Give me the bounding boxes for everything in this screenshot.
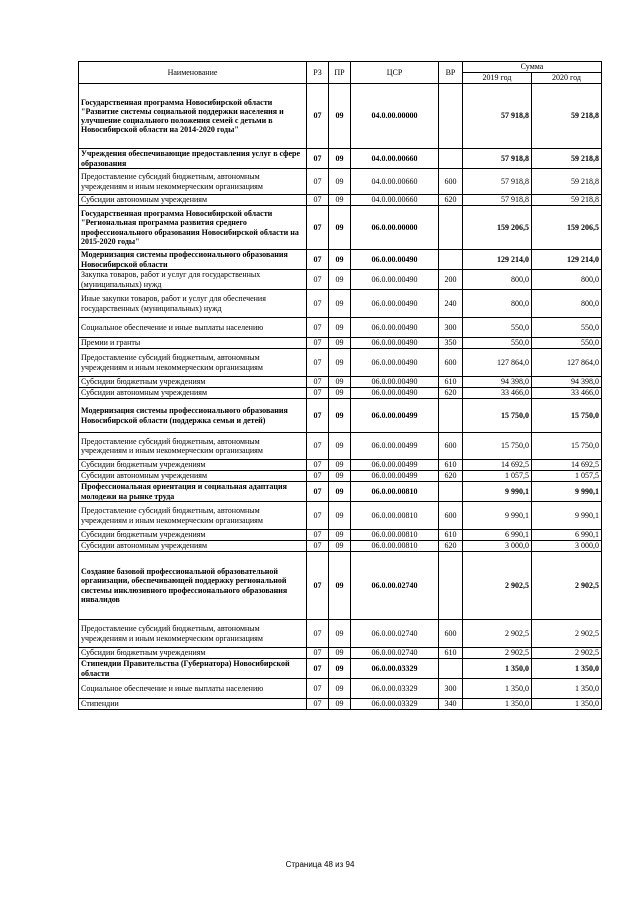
cell-name: Модернизация системы профессионального образования Новосибирской области (поддержка семьи и детей) [79,399,307,433]
cell-2020: 800,0 [532,290,602,318]
cell-vr [439,149,463,169]
table-row [79,290,602,318]
cell-2020: 550,0 [532,338,602,349]
cell-csr: 04.0.00.00660 [351,169,439,195]
cell-vr: 610 [439,530,463,541]
cell-vr [439,552,463,620]
cell-pr: 09 [329,552,351,620]
table-row [79,482,602,502]
cell-vr: 600 [439,169,463,195]
table-row [79,648,602,659]
cell-vr: 600 [439,620,463,648]
page-footer: Страница 48 из 94 [285,860,355,869]
cell-name: Создание базовой профессиональной образовательной организации, обеспечивающей поддержку региональной системы инклюзивного профессионального образования инвалидов [79,552,307,620]
cell-2019: 33 466,0 [463,388,532,399]
cell-name: Субсидии бюджетным учреждениям [79,530,307,541]
cell-2019: 159 206,5 [463,206,532,250]
cell-2019: 57 918,8 [463,149,532,169]
cell-csr: 06.0.00.00490 [351,377,439,388]
cell-pr: 09 [329,149,351,169]
cell-csr: 04.0.00.00000 [351,84,439,149]
cell-pr: 09 [329,699,351,710]
cell-2019: 800,0 [463,290,532,318]
cell-2019: 800,0 [463,270,532,290]
table-row [79,388,602,399]
cell-2019: 14 692,5 [463,460,532,471]
cell-name: Социальное обеспечение и иные выплаты населению [79,318,307,338]
cell-rz: 07 [307,349,329,377]
cell-vr: 610 [439,648,463,659]
cell-2020: 59 218,8 [532,169,602,195]
cell-pr: 09 [329,250,351,270]
cell-pr: 09 [329,460,351,471]
cell-rz: 07 [307,250,329,270]
header-vr: ВР [439,62,463,84]
cell-name: Государственная программа Новосибирской области "Развитие системы социальной поддержки населения и улучшение социального положения семей с детьми в Новосибирской области на 2014-2020 годы" [79,84,307,149]
cell-vr: 300 [439,318,463,338]
cell-csr: 06.0.00.00000 [351,206,439,250]
cell-rz: 07 [307,169,329,195]
table-row [79,169,602,195]
cell-vr [439,482,463,502]
table-row [79,399,602,433]
cell-2019: 9 990,1 [463,502,532,530]
cell-rz: 07 [307,377,329,388]
cell-pr: 09 [329,620,351,648]
table-row [79,318,602,338]
table-row [79,620,602,648]
cell-name: Субсидии автономным учреждениям [79,388,307,399]
cell-vr: 610 [439,460,463,471]
cell-2020: 1 057,5 [532,471,602,482]
table-body [79,84,602,710]
cell-rz: 07 [307,648,329,659]
cell-2020: 33 466,0 [532,388,602,399]
cell-name: Модернизация системы профессионального образования Новосибирской области [79,250,307,270]
cell-vr: 620 [439,388,463,399]
cell-name: Стипендии [79,699,307,710]
cell-vr: 300 [439,679,463,699]
cell-name: Государственная программа Новосибирской области "Региональная программа развития среднего профессионального образования Новосибирской области на 2015-2020 годы" [79,206,307,250]
cell-2020: 9 990,1 [532,482,602,502]
cell-pr: 09 [329,169,351,195]
cell-vr: 340 [439,699,463,710]
cell-pr: 09 [329,388,351,399]
cell-2019: 6 990,1 [463,530,532,541]
cell-rz: 07 [307,541,329,552]
cell-2019: 57 918,8 [463,169,532,195]
header-pr: ПР [329,62,351,84]
cell-csr: 06.0.00.00490 [351,338,439,349]
cell-pr: 09 [329,502,351,530]
table-row [79,149,602,169]
cell-2019: 15 750,0 [463,399,532,433]
cell-rz: 07 [307,659,329,679]
table-row [79,659,602,679]
cell-2019: 2 902,5 [463,620,532,648]
cell-2020: 59 218,8 [532,195,602,206]
table-row [79,502,602,530]
cell-vr [439,84,463,149]
cell-pr: 09 [329,530,351,541]
header-csr: ЦСР [351,62,439,84]
cell-2020: 2 902,5 [532,620,602,648]
table-row [79,195,602,206]
cell-csr: 06.0.00.02740 [351,648,439,659]
cell-2020: 59 218,8 [532,84,602,149]
cell-name: Субсидии автономным учреждениям [79,541,307,552]
table-row [79,679,602,699]
budget-table [78,61,602,710]
cell-2019: 127 864,0 [463,349,532,377]
cell-2020: 94 398,0 [532,377,602,388]
cell-name: Предоставление субсидий бюджетным, автономным учреждениям и иным некоммерческим организациям [79,433,307,460]
cell-pr: 09 [329,349,351,377]
cell-2020: 15 750,0 [532,399,602,433]
cell-csr: 06.0.00.00499 [351,433,439,460]
cell-2019: 2 902,5 [463,552,532,620]
cell-rz: 07 [307,338,329,349]
cell-2019: 57 918,8 [463,84,532,149]
cell-2020: 127 864,0 [532,349,602,377]
cell-name: Субсидии бюджетным учреждениям [79,648,307,659]
cell-name: Иные закупки товаров, работ и услуг для обеспечения государственных (муниципальных) нужд [79,290,307,318]
cell-rz: 07 [307,620,329,648]
cell-pr: 09 [329,338,351,349]
cell-vr [439,659,463,679]
cell-2019: 9 990,1 [463,482,532,502]
cell-name: Предоставление субсидий бюджетным, автономным учреждениям и иным некоммерческим организациям [79,502,307,530]
cell-2019: 1 350,0 [463,659,532,679]
cell-csr: 06.0.00.00490 [351,318,439,338]
cell-vr: 610 [439,377,463,388]
table-row [79,338,602,349]
cell-2020: 550,0 [532,318,602,338]
cell-pr: 09 [329,206,351,250]
cell-vr [439,399,463,433]
cell-2019: 129 214,0 [463,250,532,270]
cell-2019: 57 918,8 [463,195,532,206]
cell-pr: 09 [329,541,351,552]
cell-rz: 07 [307,388,329,399]
table-row [79,433,602,460]
cell-vr: 240 [439,290,463,318]
cell-csr: 06.0.00.00499 [351,460,439,471]
cell-pr: 09 [329,270,351,290]
cell-rz: 07 [307,270,329,290]
cell-vr [439,250,463,270]
cell-rz: 07 [307,318,329,338]
cell-2020: 2 902,5 [532,648,602,659]
cell-rz: 07 [307,399,329,433]
cell-rz: 07 [307,530,329,541]
cell-vr: 200 [439,270,463,290]
cell-pr: 09 [329,290,351,318]
header-rz: РЗ [307,62,329,84]
table-row [79,471,602,482]
table-row [79,250,602,270]
table-row [79,699,602,710]
cell-pr: 09 [329,318,351,338]
cell-name: Субсидии бюджетным учреждениям [79,460,307,471]
cell-rz: 07 [307,552,329,620]
cell-2019: 1 057,5 [463,471,532,482]
table-row [79,206,602,250]
table-row [79,460,602,471]
cell-csr: 06.0.00.00490 [351,250,439,270]
cell-csr: 06.0.00.02740 [351,620,439,648]
table-row [79,541,602,552]
cell-rz: 07 [307,460,329,471]
cell-csr: 06.0.00.00810 [351,482,439,502]
table-row [79,84,602,149]
cell-pr: 09 [329,648,351,659]
cell-vr: 600 [439,433,463,460]
cell-name: Профессиональная ориентация и социальная адаптация молодежи на рынке труда [79,482,307,502]
cell-rz: 07 [307,290,329,318]
cell-csr: 06.0.00.00499 [351,471,439,482]
cell-pr: 09 [329,195,351,206]
cell-rz: 07 [307,699,329,710]
cell-name: Субсидии автономным учреждениям [79,195,307,206]
table-row [79,552,602,620]
cell-pr: 09 [329,679,351,699]
cell-pr: 09 [329,399,351,433]
table-header [79,62,602,84]
cell-2020: 59 218,8 [532,149,602,169]
cell-pr: 09 [329,659,351,679]
cell-csr: 06.0.00.00490 [351,388,439,399]
cell-csr: 06.0.00.00490 [351,270,439,290]
cell-name: Социальное обеспечение и иные выплаты населению [79,679,307,699]
cell-rz: 07 [307,471,329,482]
cell-csr: 06.0.00.03329 [351,679,439,699]
cell-vr: 600 [439,502,463,530]
cell-2020: 1 350,0 [532,699,602,710]
cell-2019: 3 000,0 [463,541,532,552]
cell-rz: 07 [307,482,329,502]
cell-csr: 06.0.00.00810 [351,541,439,552]
cell-vr: 620 [439,471,463,482]
cell-pr: 09 [329,84,351,149]
cell-name: Закупка товаров, работ и услуг для государственных (муниципальных) нужд [79,270,307,290]
cell-vr: 350 [439,338,463,349]
cell-2020: 800,0 [532,270,602,290]
header-name: Наименование [79,62,307,84]
cell-csr: 06.0.00.00810 [351,530,439,541]
cell-csr: 04.0.00.00660 [351,195,439,206]
cell-2020: 9 990,1 [532,502,602,530]
cell-rz: 07 [307,149,329,169]
cell-name: Предоставление субсидий бюджетным, автономным учреждениям и иным некоммерческим организациям [79,620,307,648]
cell-vr: 600 [439,349,463,377]
cell-vr: 620 [439,195,463,206]
cell-csr: 06.0.00.02740 [351,552,439,620]
cell-rz: 07 [307,84,329,149]
table-row [79,377,602,388]
cell-name: Премии и гранты [79,338,307,349]
cell-name: Предоставление субсидий бюджетным, автономным учреждениям и иным некоммерческим организациям [79,349,307,377]
cell-2020: 1 350,0 [532,659,602,679]
cell-rz: 07 [307,206,329,250]
header-year-2020: 2020 год [532,73,602,84]
cell-2020: 2 902,5 [532,552,602,620]
cell-csr: 06.0.00.00490 [351,290,439,318]
cell-2019: 1 350,0 [463,679,532,699]
cell-pr: 09 [329,482,351,502]
table-row [79,270,602,290]
cell-csr: 04.0.00.00660 [351,149,439,169]
table-row [79,530,602,541]
cell-2019: 15 750,0 [463,433,532,460]
cell-rz: 07 [307,433,329,460]
cell-vr [439,206,463,250]
cell-2020: 14 692,5 [532,460,602,471]
cell-name: Субсидии автономным учреждениям [79,471,307,482]
cell-name: Субсидии бюджетным учреждениям [79,377,307,388]
cell-csr: 06.0.00.00490 [351,349,439,377]
cell-name: Стипендии Правительства (Губернатора) Новосибирской области [79,659,307,679]
cell-2019: 550,0 [463,318,532,338]
cell-2020: 159 206,5 [532,206,602,250]
cell-name: Учреждения обеспечивающие предоставления услуг в сфере образования [79,149,307,169]
cell-2019: 94 398,0 [463,377,532,388]
table-row [79,349,602,377]
cell-csr: 06.0.00.03329 [351,699,439,710]
cell-2019: 2 902,5 [463,648,532,659]
cell-2020: 1 350,0 [532,679,602,699]
cell-csr: 06.0.00.03329 [351,659,439,679]
cell-rz: 07 [307,679,329,699]
cell-2020: 6 990,1 [532,530,602,541]
header-year-2019: 2019 год [463,73,532,84]
cell-2020: 129 214,0 [532,250,602,270]
cell-csr: 06.0.00.00810 [351,502,439,530]
cell-pr: 09 [329,377,351,388]
cell-rz: 07 [307,502,329,530]
cell-vr: 620 [439,541,463,552]
cell-rz: 07 [307,195,329,206]
cell-2019: 1 350,0 [463,699,532,710]
cell-pr: 09 [329,433,351,460]
cell-name: Предоставление субсидий бюджетным, автономным учреждениям и иным некоммерческим организациям [79,169,307,195]
cell-2020: 3 000,0 [532,541,602,552]
cell-2019: 550,0 [463,338,532,349]
cell-pr: 09 [329,471,351,482]
cell-2020: 15 750,0 [532,433,602,460]
cell-csr: 06.0.00.00499 [351,399,439,433]
header-sum: Сумма [463,62,602,73]
